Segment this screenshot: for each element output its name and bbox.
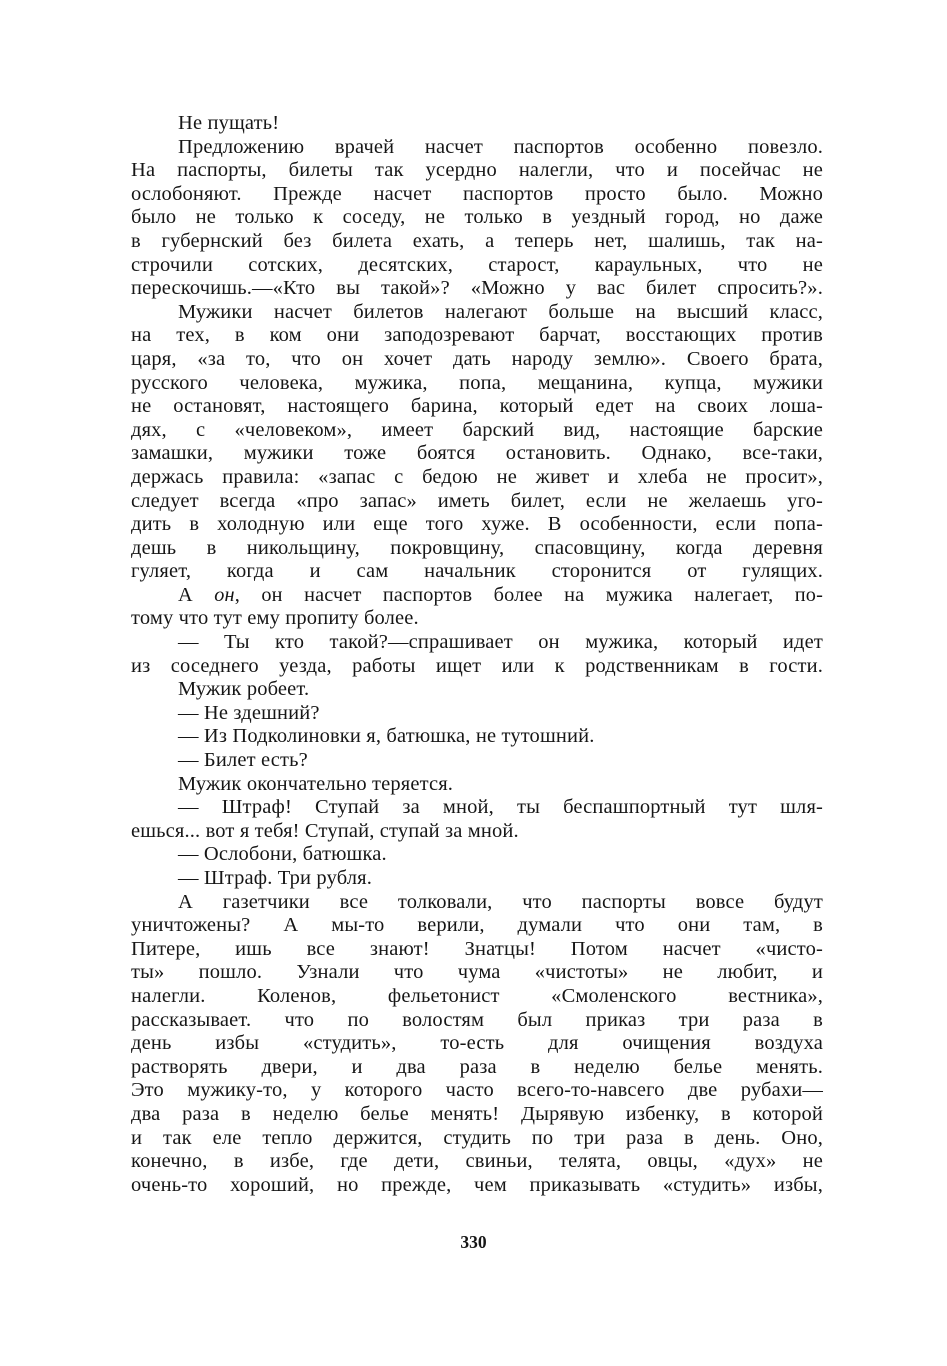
body-text (131, 112, 823, 1197)
text-line: налегли. Коленов, фельетонист «Смоленского вестника», (131, 984, 823, 1007)
text-line: и так еле тепло держится, студить по три раза в день. Оно, (131, 1126, 823, 1149)
text-line: очень-то хороший, но прежде, чем приказывать «студить» избы, (131, 1173, 823, 1196)
text-line: на тех, в ком они заподозревают барчат, восстающих против (131, 324, 823, 347)
text-line: строчили сотских, десятских, старост, караульных, что не (131, 253, 823, 276)
text-line: русского человека, мужика, попа, мещанина, купца, мужики (131, 371, 823, 394)
text-line: Предложению врачей насчет паспортов особенно повезло. (178, 135, 823, 158)
text-line: — Из Подколиновки я, батюшка, не тутошний. (178, 725, 595, 748)
text-line: растворять двери, и два раза в неделю белье менять. (131, 1055, 823, 1078)
text-line: дях, с «человеком», имеет барский вид, настоящие барские (131, 418, 823, 441)
text-line: А он, он насчет паспортов более на мужика налегает, по- (178, 583, 823, 606)
text-line: Питере, ишь все знают! Знатцы! Потом насчет «чисто- (131, 937, 823, 960)
text-line: — Ослобони, батюшка. (178, 843, 387, 866)
text-line: было не только к соседу, не только в уездный город, но даже (131, 206, 823, 229)
text-line: день избы «студить», то-есть для очищения воздуха (131, 1032, 823, 1055)
text-line: в губернский без билета ехать, а теперь нет, шалишь, так на- (131, 229, 823, 252)
text-line: из соседнего уезда, работы ищет или к родственникам в гости. (131, 654, 823, 677)
emphasis: он (214, 583, 235, 606)
text-line: — Штраф! Ступай за мной, ты беспашпортный тут шля- (178, 796, 823, 819)
text-line: не остановят, настоящего барина, который едет на своих лоша- (131, 395, 823, 418)
text-line: дешь в никольщину, покровщину, спасовщину, когда деревня (131, 536, 823, 559)
text-line: Мужик робеет. (178, 678, 310, 701)
text-line: царя, «за то, что он хочет дать народу землю». Своего брата, (131, 347, 823, 370)
text-line: Не пущать! (178, 112, 280, 134)
text-line: конечно, в избе, где дети, свиньи, телята, овцы, «дух» не (131, 1150, 823, 1173)
text-line: Мужик окончательно теряется. (178, 772, 454, 795)
text-line: держась правила: «запас с бедою не живет и хлеба не просит», (131, 465, 823, 488)
text-line: рассказывает. что по волостям был приказ три раза в (131, 1008, 823, 1031)
text-line: тому что тут ему пропиту более. (131, 607, 419, 630)
text-line: — Ты кто такой?—спрашивает он мужика, который идет (178, 631, 823, 654)
text-line: уничтожены? А мы-то верили, думали что они там, в (131, 914, 823, 937)
text-line: — Штраф. Три рубля. (178, 867, 372, 889)
text-line: Это мужику-то, у которого часто всего-то-навсего две рубахи— (131, 1079, 823, 1102)
text-line: гуляет, когда и сам начальник сторонится от гулящих. (131, 560, 823, 583)
text-line: ослобоняют. Прежде насчет паспортов просто было. Можно (131, 182, 823, 205)
text-line: замашки, мужики тоже боятся остановить. Однако, все-таки, (131, 442, 823, 465)
text-line: дить в холодную или еще того хуже. В особенности, если попа- (131, 513, 823, 536)
text-line: — Не здешний? (178, 701, 320, 724)
text-line: На паспорты, билеты так усердно налегли, что и посейчас не (131, 159, 823, 182)
text-line: два раза в неделю белье менять! Дырявую избенку, в которой (131, 1102, 823, 1125)
text-line: ешься... вот я тебя! Ступай, ступай за мной. (131, 819, 519, 842)
text-line: ты» пошло. Узнали что чума «чистоты» не любит, и (131, 961, 823, 984)
text-line: следует всегда «про запас» иметь билет, если не желаешь уго- (131, 489, 823, 512)
page-number: 330 (460, 1232, 487, 1252)
text-line: перескочишь.—«Кто вы такой»? «Можно у вас билет спросить?». (131, 277, 823, 300)
text-line: Мужики насчет билетов налегают больше на высший класс, (178, 300, 823, 323)
text-line: А газетчики все толковали, что паспорты вовсе будут (178, 890, 823, 913)
text-line: — Билет есть? (178, 749, 308, 772)
